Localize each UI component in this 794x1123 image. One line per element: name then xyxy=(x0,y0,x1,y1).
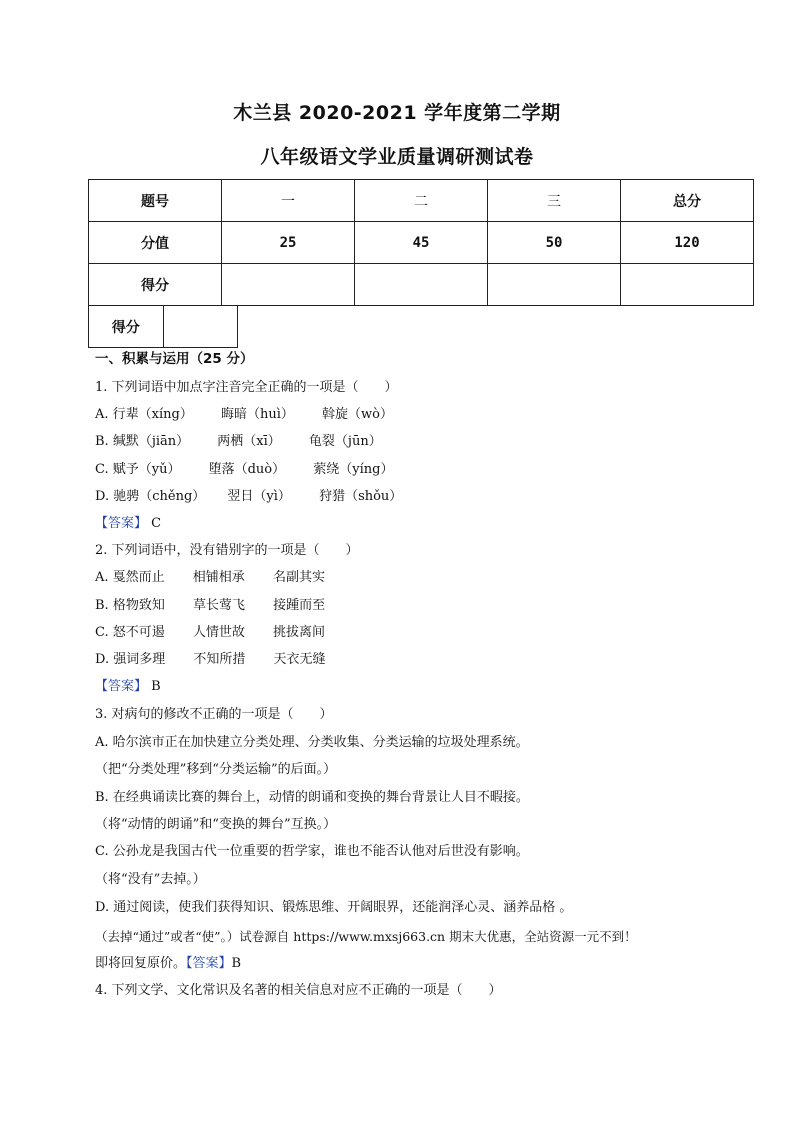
table-cell: 得分 xyxy=(89,306,164,348)
text-line: B. 在经典诵读比赛的舞台上，动情的朗诵和变换的舞台背景让人目不暇接。 xyxy=(95,790,529,805)
option-line xyxy=(95,569,325,587)
option-item: 晦暗（huì） xyxy=(220,407,294,422)
score-input-cell[interactable] xyxy=(163,306,238,348)
table-cell: 50 xyxy=(488,222,621,264)
option-item: 天衣无缝 xyxy=(273,652,326,667)
table-cell: 得分 xyxy=(89,264,222,306)
option-item: 龟裂（jūn） xyxy=(308,434,382,449)
table-cell: 题号 xyxy=(89,180,222,222)
table-row xyxy=(89,264,754,306)
question-stem: 4. 下列文学、文化常识及名著的相关信息对应不正确的一项是（ ） xyxy=(95,983,502,998)
question-stem: 1. 下列词语中加点字注音完全正确的一项是（ ） xyxy=(95,380,398,395)
exam-subtitle: 八年级语文学业质量调研测试卷 xyxy=(260,146,534,168)
option-item: C. 怒不可遏 xyxy=(95,625,165,640)
option-line xyxy=(95,406,393,424)
question-stem: 3. 对病句的修改不正确的一项是（ ） xyxy=(95,707,333,722)
score-input-cell[interactable] xyxy=(355,264,488,306)
table-row xyxy=(89,180,754,222)
option-item: 翌日（yì） xyxy=(227,489,291,504)
text-line: （将“动情的朗诵”和“变换的舞台”互换。） xyxy=(95,817,337,832)
score-table xyxy=(88,179,754,306)
option-item: C. 赋予（yǔ） xyxy=(95,462,181,477)
option-item: B. 格物致知 xyxy=(95,598,165,613)
score-input-cell[interactable] xyxy=(222,264,355,306)
table-cell: 一 xyxy=(222,180,355,222)
option-item: 斡旋（wò） xyxy=(322,407,393,422)
text-line: A. 哈尔滨市正在加快建立分类处理、分类收集、分类运输的垃圾处理系统。 xyxy=(95,735,529,750)
option-item: 人情世故 xyxy=(192,625,245,640)
section-score-table xyxy=(88,305,238,348)
answer-line xyxy=(95,955,241,973)
option-line xyxy=(95,651,326,669)
answer-label: 【答案】 xyxy=(186,956,232,971)
option-item: 挑拔离间 xyxy=(273,625,326,640)
table-cell: 总分 xyxy=(621,180,754,222)
option-item: 名副其实 xyxy=(272,570,325,585)
exam-title: 木兰县 2020-2021 学年度第二学期 xyxy=(233,102,561,124)
text-line: （去掉“通过”或者“使”。）试卷源自 https://www.mxsj663.cn 期末大优惠，全站资源一元不到！ xyxy=(95,929,637,944)
table-cell: 120 xyxy=(621,222,754,264)
answer-label: 【答案】 xyxy=(95,516,148,531)
text-line: C. 公孙龙是我国古代一位重要的哲学家，谁也不能否认他对后世没有影响。 xyxy=(95,844,529,859)
table-cell: 25 xyxy=(222,222,355,264)
option-item: 接踵而至 xyxy=(273,598,326,613)
option-item: 萦绕（yíng） xyxy=(313,462,394,477)
option-line xyxy=(95,488,402,506)
answer-value: B xyxy=(151,679,161,694)
answer-value: B xyxy=(231,956,242,971)
table-row xyxy=(89,306,238,348)
option-line xyxy=(95,461,393,479)
option-item: 两栖（xī） xyxy=(217,434,281,449)
score-input-cell[interactable] xyxy=(621,264,754,306)
table-cell: 二 xyxy=(355,180,488,222)
option-line xyxy=(95,433,382,451)
option-item: A. 行辈（xíng） xyxy=(95,407,193,422)
option-item: 狩猎（shǒu） xyxy=(319,489,403,504)
table-cell: 分值 xyxy=(89,222,222,264)
question-stem: 2. 下列词语中，没有错别字的一项是（ ） xyxy=(95,543,359,558)
option-line xyxy=(95,597,325,615)
text-line: 即将回复原价。 xyxy=(95,956,187,971)
table-cell: 45 xyxy=(355,222,488,264)
option-item: 草长莺飞 xyxy=(192,598,245,613)
option-item: D. 驰骋（chěng） xyxy=(95,489,206,504)
answer-line xyxy=(95,678,161,696)
option-item: 不知所措 xyxy=(193,652,246,667)
answer-label: 【答案】 xyxy=(95,679,148,694)
option-item: 相铺相承 xyxy=(192,570,245,585)
option-line xyxy=(95,624,325,642)
text-line: （将“没有”去掉。） xyxy=(95,872,206,887)
option-item: 堕落（duò） xyxy=(208,462,286,477)
score-input-cell[interactable] xyxy=(488,264,621,306)
answer-line xyxy=(95,515,161,533)
table-row xyxy=(89,222,754,264)
answer-value: C xyxy=(151,516,162,531)
text-line: D. 通过阅读，使我们获得知识、锻炼思维、开阔眼界，还能润泽心灵、涵养品格 。 xyxy=(95,900,573,915)
option-item: B. 缄默（jiān） xyxy=(95,434,190,449)
text-line: （把“分类处理”移到“分类运输”的后面。） xyxy=(95,762,337,777)
option-item: D. 强词多理 xyxy=(95,652,166,667)
section-title: 一、积累与运用（25 分） xyxy=(95,351,254,367)
table-cell: 三 xyxy=(488,180,621,222)
option-item: A. 戛然而止 xyxy=(95,570,165,585)
